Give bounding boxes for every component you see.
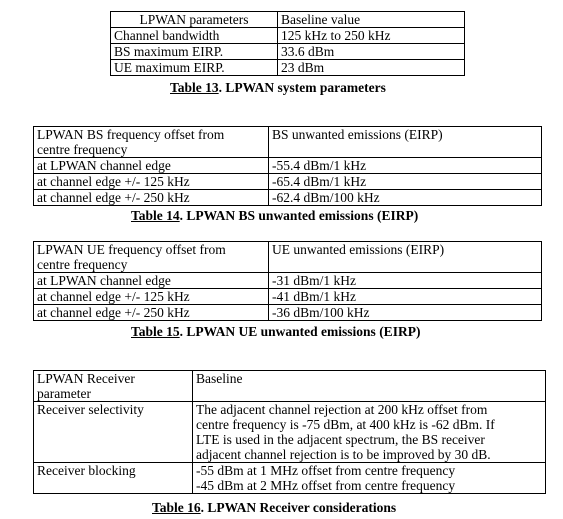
table-cell: 125 kHz to 250 kHz (278, 28, 465, 44)
table-row (34, 174, 542, 190)
caption-number: Table 16 (152, 500, 201, 515)
table-16-caption (152, 500, 396, 515)
table-row (34, 273, 542, 289)
table-14-caption (131, 208, 418, 223)
header-cell: UE unwanted emissions (EIRP) (269, 242, 542, 273)
header-cell (34, 127, 269, 158)
text-line: centre frequency is -75 dBm, at 400 kHz is -62 dBm. If (196, 417, 495, 432)
text-line: -45 dBm at 2 MHz offset from centre frequency (196, 478, 456, 493)
header-line: LPWAN UE frequency offset from (37, 242, 226, 257)
table-cell: 23 dBm (278, 60, 465, 76)
header-cell (34, 242, 269, 273)
header-cell (34, 371, 193, 402)
caption-number: Table 13 (170, 80, 219, 95)
table-cell: 33.6 dBm (278, 44, 465, 60)
table-14-bs-unwanted-emissions (33, 126, 542, 206)
text-line: LTE is used in the adjacent spectrum, the BS receiver (196, 432, 485, 447)
table-cell: -31 dBm/1 kHz (269, 273, 542, 289)
header-cell: BS unwanted emissions (EIRP) (269, 127, 542, 158)
caption-text: . LPWAN Receiver considerations (200, 500, 397, 515)
table-cell: -36 dBm/100 kHz (269, 305, 542, 321)
header-cell: LPWAN parameters (111, 12, 278, 28)
caption-text: . LPWAN BS unwanted emissions (EIRP) (179, 208, 419, 223)
table-row (34, 190, 542, 206)
table-16-receiver-considerations (33, 370, 546, 494)
table-cell: Receiver blocking (34, 463, 193, 494)
table-row (111, 44, 465, 60)
table-row (34, 158, 542, 174)
table-header-row (34, 371, 546, 402)
caption-number: Table 15 (131, 324, 180, 339)
table-cell: UE maximum EIRP. (111, 60, 278, 76)
table-cell: at channel edge +/- 125 kHz (34, 174, 269, 190)
table-row (34, 305, 542, 321)
text-line: -55 dBm at 1 MHz offset from centre frequency (196, 463, 456, 478)
table-15-caption (131, 324, 420, 339)
table-13-caption (170, 80, 386, 95)
table-13-lpwan-system-parameters (110, 11, 465, 76)
header-line: LPWAN Receiver (37, 371, 135, 386)
text-line: adjacent channel rejection is to be improved by 30 dB. (196, 447, 491, 462)
table-cell: -62.4 dBm/100 kHz (269, 190, 542, 206)
table-row (111, 28, 465, 44)
caption-number: Table 14 (131, 208, 180, 223)
table-cell: Channel bandwidth (111, 28, 278, 44)
caption-text: . LPWAN system parameters (218, 80, 386, 95)
table-cell: at channel edge +/- 250 kHz (34, 305, 269, 321)
table-cell: -41 dBm/1 kHz (269, 289, 542, 305)
table-cell: -55.4 dBm/1 kHz (269, 158, 542, 174)
table-cell: at LPWAN channel edge (34, 273, 269, 289)
table-row (34, 289, 542, 305)
table-cell (193, 463, 546, 494)
table-header-row (34, 242, 542, 273)
table-cell: at channel edge +/- 125 kHz (34, 289, 269, 305)
table-cell: BS maximum EIRP. (111, 44, 278, 60)
table-row (111, 60, 465, 76)
table-row (34, 402, 546, 463)
header-line: centre frequency (37, 142, 128, 157)
header-line: centre frequency (37, 257, 128, 272)
caption-text: . LPWAN UE unwanted emissions (EIRP) (179, 324, 421, 339)
table-cell (193, 402, 546, 463)
table-header-row (111, 12, 465, 28)
header-line: LPWAN BS frequency offset from (37, 127, 225, 142)
table-header-row (34, 127, 542, 158)
header-cell: Baseline value (278, 12, 465, 28)
table-cell: -65.4 dBm/1 kHz (269, 174, 542, 190)
table-15-ue-unwanted-emissions (33, 241, 542, 321)
text-line: The adjacent channel rejection at 200 kHz offset from (196, 402, 488, 417)
table-row (34, 463, 546, 494)
table-cell: Receiver selectivity (34, 402, 193, 463)
header-cell: Baseline (193, 371, 546, 402)
table-cell: at LPWAN channel edge (34, 158, 269, 174)
header-line: parameter (37, 386, 91, 401)
table-cell: at channel edge +/- 250 kHz (34, 190, 269, 206)
